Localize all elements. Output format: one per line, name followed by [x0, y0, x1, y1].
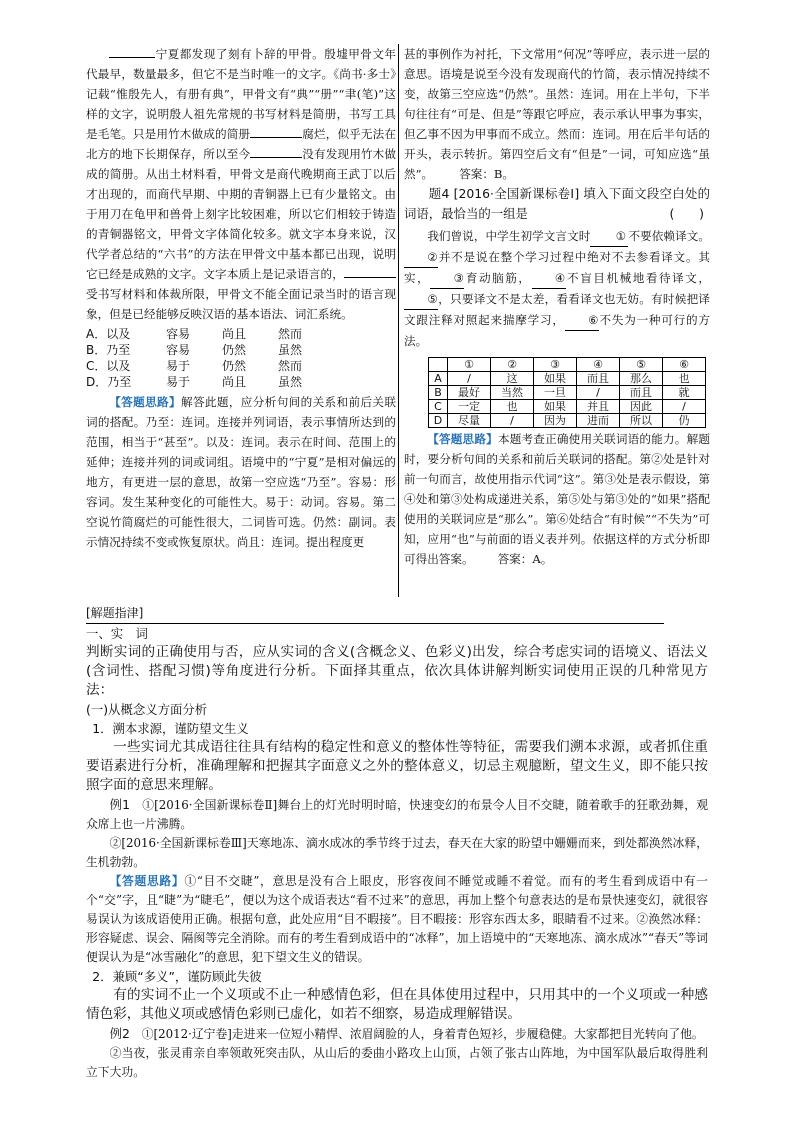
analysis-tag: 【答题思路】: [109, 395, 181, 409]
heading-4: 2．兼顾“多义”，谨防顾此失彼: [92, 969, 262, 984]
heading-1: 一、实 词: [86, 626, 148, 641]
table-row: A / 这 如果 而且 那么 也: [429, 372, 706, 386]
option-d: D．乃至 易于 尚且 虽然: [86, 375, 303, 389]
column-divider: [398, 44, 399, 597]
question-4-passage: 我们曾说，中学生初学文言文时 ① 不要依赖译文。②并不是说在整个学习过程中绝对不去参看译文。其实， ③育动脑筋， ④不盲目机械地看待译文，⑤，只要译文不是太差，看看译文也无妨。有时候把译文跟注释对照起来揣摩学习， ⑥不失为一种可行的方法。: [404, 226, 710, 351]
heading-2: (一)从概念义方面分析: [86, 702, 208, 717]
heading-3: 1．溯本求源，谨防望文生义: [92, 721, 249, 736]
passage-paragraph: 宁夏都发现了刻有卜辞的甲骨。殷墟甲骨文年代最早，数量最多，但它不是当时唯一的文字。《尚书·多士》记载“惟殷先人，有册有典”，甲骨文有“典”“册”“聿(笔)”这样的文字，说明殷人祖先常规的书写材料是简册，书写工具是毛笔。只是用竹木做成的简册 腐烂，似乎无法在北方的地下长期保存，所以至今 没有发现用竹木做成的简册。从出土材料看，甲骨文是商代晚期商王武丁以后才出现的，而商代早期、中期的青铜器上已有少量铭文。由于用刀在龟甲和兽骨上刻字比较困难，所以它们相较于铸造的青铜器铭文，甲骨文字体简化较多。就文字本身来说，汉代学者总结的“六书”的方法在甲骨文中基本都已出现，说明它已经是成熟的文字。文字本质上是记录语言的，受书写材料和体裁所限，甲骨文不能全面记录当时的语言现象，但是已经能够反映汉语的基本语法、词汇系统。: [86, 47, 396, 321]
right-column: [404, 44, 710, 569]
analysis-continued: 甚的事例作为衬托，下文常用“何况”等呼应，表示进一层的意思。语境是说至今没有发现商代的竹简，表示情况持续不变，故第三空应选“仍然”。虽然：连词。用在上半句，下半句往往有“可是、但是”等跟它呼应，表示承认甲事为事实，但乙事不因为甲事而不成立。然而：连词。用在后半句话的开头，表示转折。第四空后文有“但是”一词，可知应选“虽然”。 答案：B。: [404, 47, 710, 181]
analysis-paragraph-2: 【答题思路】本题考查正确使用关联词语的能力。解题时，要分析句间的关系和前后关联词的搭配。第②处是针对前一句而言，故使用指示代词“这”。第③处是表示假设，第④处和第③处构成递进关系，第⑤处与第③处的“如果”搭配使用的关联词应是“那么”。第⑥处结合“有时候”“不失为”可知，应用“也”与前面的语义表并列。依据这样的方式分析即可得出答案。 答案：A。: [404, 432, 710, 566]
blank-2: [250, 137, 302, 138]
analysis-tag: 【答题思路】: [427, 432, 498, 446]
intro-paragraph: 判断实词的正确使用与否，应从实词的含义(含概念义、色彩义)出发，综合考虑实词的语境义、语法义(含词性、搭配习惯)等角度进行分析。下面择其重点，依次具体讲解判断实词使用正误的几种常见方法：: [86, 644, 708, 698]
blank-3: [250, 157, 302, 158]
answer-1: 答案：B。: [459, 167, 515, 181]
guide-section: [86, 604, 708, 1082]
question-4-header: 题4 [2016·全国新课标卷Ⅰ] 填入下面文段空白处的词语，最恰当的一组是 ( ): [404, 186, 710, 221]
example-1a: 例1 ①[2016·全国新课标卷Ⅱ]舞台上的灯光时明时暗，快速变幻的布景令人目不交睫，随着歌手的狂歌劲舞，观众席上也一片沸腾。: [86, 797, 708, 831]
options-table: [428, 357, 706, 428]
analysis-paragraph: 【答题思路】解答此题，应分析句间的关系和前后关联词的搭配。乃至：连词。连接并列词语，表示事情所达到的范围，相当于“甚至”。以及：连词。表示在时间、范围上的延伸；连接并列的词或词组。语境中的“宁夏”是相对偏远的地方，有更进一层的意思，故第一空应选“乃至”。容易：形容词。发生某种变化的可能性大。易于：动词。容易。第二空说竹简腐烂的可能性很大，二词皆可选。仍然：副词。表示情况持续不变或恢复原状。尚且：连词。提出程度更: [86, 395, 396, 549]
example-2a: 例2 ①[2012·辽宁卷]走进来一位短小精悍、浓眉阔脸的人，身着青色短衫，步履稳健。大家都把目光转向了他。: [109, 1026, 704, 1041]
blank-4: [344, 277, 396, 278]
table-row: D 尽量 / 因为 进而 所以 仍: [429, 414, 706, 428]
option-c: C．以及 易于 仍然 然而: [86, 359, 303, 373]
answer-2: 答案：A。: [497, 552, 553, 566]
example-1-analysis: 【答题思路】①“目不交睫”，意思是没有合上眼皮，形容夜间不睡觉或睡不着觉。而有的考生看到成语中有一个“交”字，且“睫”为“睫毛”，便以为这个成语表达“看不过来”的意思，再加上整个句意表达的是布景快速变幻，就很容易误认为该成语使用正确。根据句意，此处应用“目不暇接”。目不暇接：形容东西太多，眼睛看不过来。②涣然冰释：形容疑虑、误会、隔阂等完全消除。而有的考生看到成语中的“冰释”，加上语境中的“天寒地冻、滴水成冰”“春天”等词便误认为是“冰雪融化”的意思，犯下望文生义的错误。: [86, 874, 708, 964]
option-a: A．以及 容易 尚且 然而: [86, 327, 303, 341]
example-1b: ②[2016·全国新课标卷Ⅲ]天寒地冻、滴水成冰的季节终于过去，春天在大家的盼望中姗姗而来，到处都涣然冰释，生机勃勃。: [86, 836, 708, 869]
left-column: [86, 44, 396, 552]
table-row: B 最好 当然 一旦 / 而且 就: [429, 386, 706, 400]
table-row: C 一定 也 如果 并且 因此 /: [429, 400, 706, 414]
options-list: [86, 326, 396, 390]
option-b: B．乃至 容易 仍然 虽然: [86, 343, 303, 357]
section-title: [解题指津]: [86, 604, 664, 624]
blank-1: [109, 57, 155, 58]
table-header-row: ① ② ③ ④ ⑤ ⑥: [429, 358, 706, 372]
method-1-paragraph: 一些实词尤其成语往往具有结构的稳定性和意义的整体性等特征，需要我们溯本求源，或者抓住重要语素进行分析，准确理解和把握其字面意义之外的整体意义，切忌主观臆断，望文生义，即不能只按照字面的意思来理解。: [86, 739, 708, 793]
method-2-paragraph: 有的实词不止一个义项或不止一种感情色彩，但在具体使用过程中，只用其中的一个义项或一种感情色彩，其他义项或感情色彩则已虚化，如若不细察，易造成理解错误。: [86, 987, 708, 1022]
example-2b: ②当夜，张灵甫亲自率领敢死突击队，从山后的委曲小路攻上山顶，占领了张古山阵地，为中国军队最后取得胜利立下大功。: [86, 1046, 708, 1079]
